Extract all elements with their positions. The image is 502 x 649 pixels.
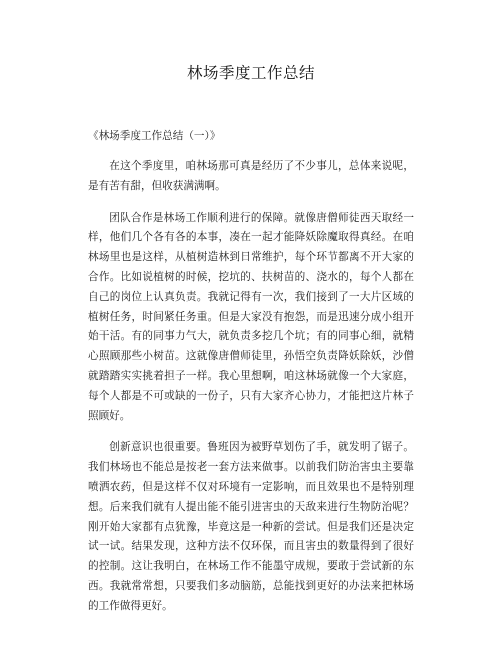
document-title: 林场季度工作总结 <box>186 64 315 82</box>
paragraph: 创新意识也很重要。鲁班因为被野草划伤了手，就发明了锯子。我们林场也不能总是按老一套方法来做事。以前我们防治害虫主要靠喷洒农药，但是这样不仅对环境有一定影响，而且效果也不是特别理想。后来我们就有人提出能不能引进害虫的天敌来进行生物防治呢？刚开始大家都有点犹豫，毕竟这是一种新的尝试。但是我们还是决定试一试。结果发现，这种方法不仅环保，而且害虫的数量得到了很好的控制。这让我明白，在林场工作不能墨守成规，要敢于尝试新的东西。我就常常想，只要我们多动脑筋，总能找到更好的办法来把林场的工作做得更好。 <box>88 441 414 612</box>
paragraph: 在这个季度里，咱林场那可真是经历了不少事儿，总体来说呢，是有苦有甜，但收获满满啊。 <box>88 160 414 192</box>
document-subtitle: 《林场季度工作总结（一）》 <box>88 130 221 142</box>
paragraph: 团队合作是林场工作顺利进行的保障。就像唐僧师徒西天取经一样，他们几个各有各的本事，凑在一起才能降妖除魔取得真经。在咱林场里也是这样，从植树造林到日常维护，每个环节都离不开大家的合作。比如说植树的时候，挖坑的、扶树苗的、浇水的，每个人都在自己的岗位上认真负责。我就记得有一次，我们接到了一大片区域的植树任务，时间紧任务重。但是大家没有抱怨，而是迅速分成小组开始干活。有的同事力气大，就负责多挖几个坑；有的同事心细，就精心照顾那些小树苗。这就像唐僧师徒里，孙悟空负责降妖除妖，沙僧就踏踏实实挑着担子一样。我心里想啊，咱这林场就像一个大家庭，每个人都是不可或缺的一份子，只有大家齐心协力，才能把这片林子照顾好。 <box>88 211 414 422</box>
